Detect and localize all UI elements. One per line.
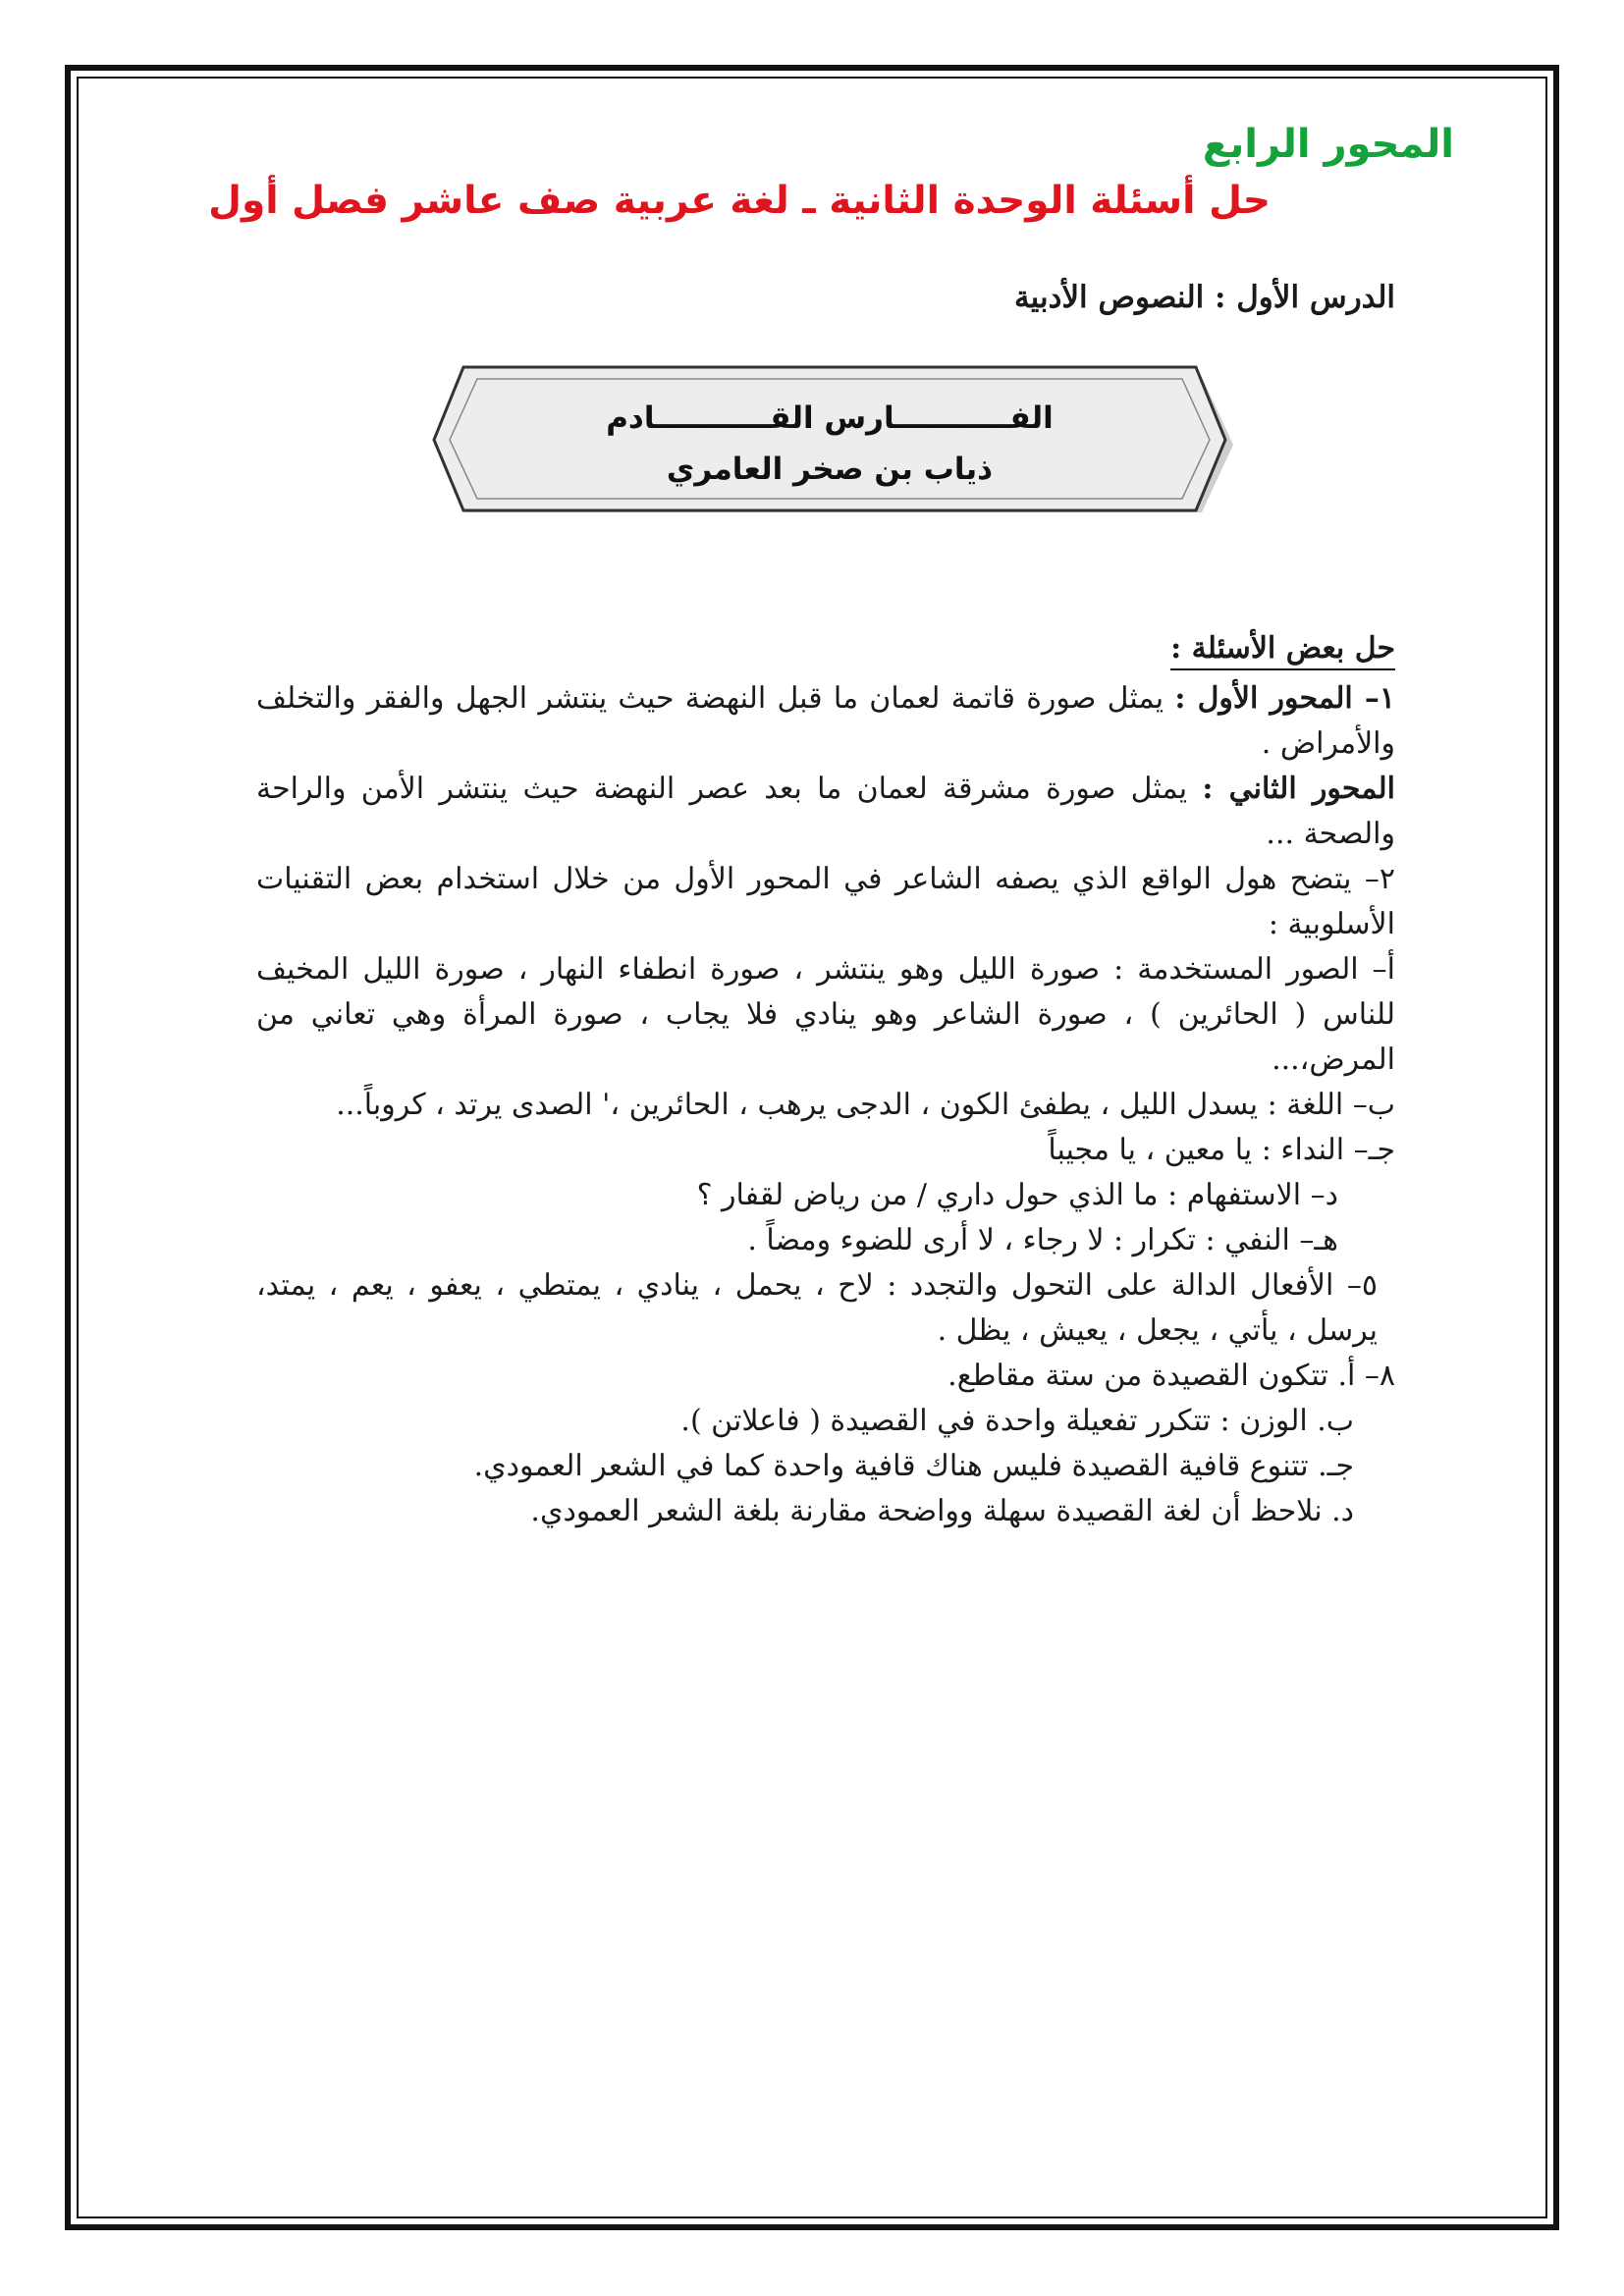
- poem-title-banner: [426, 363, 1233, 526]
- answer-1b-text: يمثل صورة مشرقة لعمان ما بعد عصر النهضة حيث ينتشر الأمن والراحة والصحة ...: [256, 772, 1395, 851]
- poet-name: ذياب بن صخر العامري: [666, 452, 994, 487]
- banner-frame: [426, 363, 1233, 526]
- answer-2: ٢– يتضح هول الواقع الذي يصفه الشاعر في المحور الأول من خلال استخدام بعض التقنيات الأسلوبية :: [256, 862, 1395, 941]
- axis-title: المحور الرابع: [1202, 122, 1454, 167]
- answer-2b: ب– اللغة : يسدل الليل ، يطفئ الكون ، الدجى يرهب ، الحائرين ،' الصدى يرتد ، كروباً...: [336, 1088, 1395, 1122]
- answer-5: ٥– الأفعال الدالة على التحول والتجدد : لاح ، يحمل ، ينادي ، يمتطي ، يعفو ، يعم ، يمتد، يرسل ، يأتي ، يجعل ، يعيش ، يظل .: [256, 1268, 1378, 1348]
- answer-8a: ٨– أ. تتكون القصيدة من ستة مقاطع.: [947, 1359, 1395, 1393]
- answer-2c: جـ– النداء : يا معين ، يا مجيباً: [1048, 1133, 1395, 1167]
- answer-1b: [256, 767, 1395, 857]
- lesson-title: الدرس الأول : النصوص الأدبية: [1013, 280, 1395, 315]
- answer-8b: ب. الوزن : تتكرر تفعيلة واحدة في القصيدة ( فاعلاتن ).: [680, 1404, 1354, 1438]
- answer-8c: جـ. تتنوع قافية القصيدة فليس هناك قافية واحدة كما في الشعر العمودي.: [473, 1449, 1354, 1483]
- answer-2d: د– الاستفهام : ما الذي حول داري / من رياض لقفار ؟: [696, 1178, 1338, 1212]
- answers-section: [256, 626, 1395, 1534]
- answer-1b-label: المحور الثاني :: [1202, 772, 1396, 806]
- answer-8d: د. نلاحظ أن لغة القصيدة سهلة وواضحة مقارنة بلغة الشعر العمودي.: [530, 1494, 1354, 1528]
- answer-1-label: ١– المحور الأول :: [1174, 681, 1395, 716]
- answer-2e: هـ– النفي : تكرار : لا رجاء ، لا أرى للضوء ومضاً .: [747, 1223, 1338, 1257]
- answer-1: [256, 676, 1395, 767]
- page-title: حل أسئلة الوحدة الثانية ـ لغة عربية صف عاشر فصل أول: [208, 179, 1271, 223]
- answer-1-text: يمثل صورة قاتمة لعمان ما قبل النهضة حيث ينتشر الجهل والفقر والتخلف والأمراض .: [256, 681, 1395, 761]
- answers-heading: حل بعض الأسئلة :: [1170, 629, 1395, 670]
- poem-title: الفـــــــــــارس القـــــــــــادم: [606, 400, 1054, 436]
- answer-2a: أ– الصور المستخدمة : صورة الليل وهو ينتشر ، صورة انطفاء النهار ، صورة الليل المخيف للناس ( الحائرين ) ، صورة الشاعر وهو ينادي فلا يجاب ، صورة المرأة وهي تعاني من المرض،...: [256, 952, 1395, 1077]
